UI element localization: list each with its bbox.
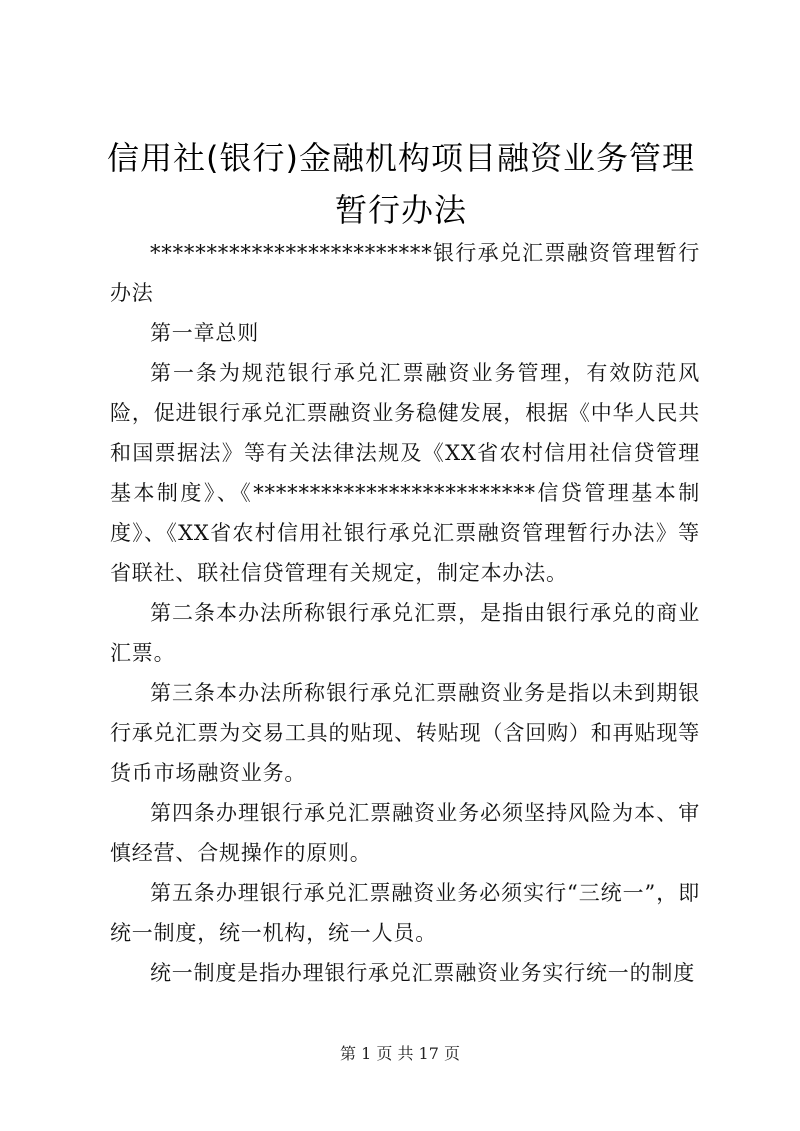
document-title: 信用社(银行)金融机构项目融资业务管理暂行办法 <box>107 139 695 229</box>
paragraph-chapter-heading: 第一章总则 <box>150 321 259 345</box>
paragraph-article-5: 第五条办理银行承兑汇票融资业务必须实行“三统一”，即统一制度，统一机构，统一人员。 <box>110 881 700 945</box>
paragraph-intro: *************************银行承兑汇票融资管理暂行办法 <box>110 241 700 305</box>
document-body <box>110 233 700 993</box>
paragraph-unified-system: 统一制度是指办理银行承兑汇票融资业务实行统一的制度 <box>150 961 695 985</box>
paragraph-article-2: 第二条本办法所称银行承兑汇票，是指由银行承兑的商业汇票。 <box>110 601 700 665</box>
paragraph-article-1: 第一条为规范银行承兑汇票融资业务管理，有效防范风险，促进银行承兑汇票融资业务稳健发展，根据《中华人民共和国票据法》等有关法律法规及《XX省农村信用社信贷管理基本制度》、《*************************信贷管理基本制度》、《XX省农村信用社银行承兑汇票融资管理暂行办法》等省联社、联社信贷管理有关规定，制定本办法。 <box>110 361 700 585</box>
paragraph-article-4: 第四条办理银行承兑汇票融资业务必须坚持风险为本、审慎经营、合规操作的原则。 <box>110 801 700 865</box>
page-number-footer: 第 1 页 共 17 页 <box>340 1044 460 1063</box>
paragraph-article-3: 第三条本办法所称银行承兑汇票融资业务是指以未到期银行承兑汇票为交易工具的贴现、转贴现（含回购）和再贴现等货币市场融资业务。 <box>110 681 700 785</box>
